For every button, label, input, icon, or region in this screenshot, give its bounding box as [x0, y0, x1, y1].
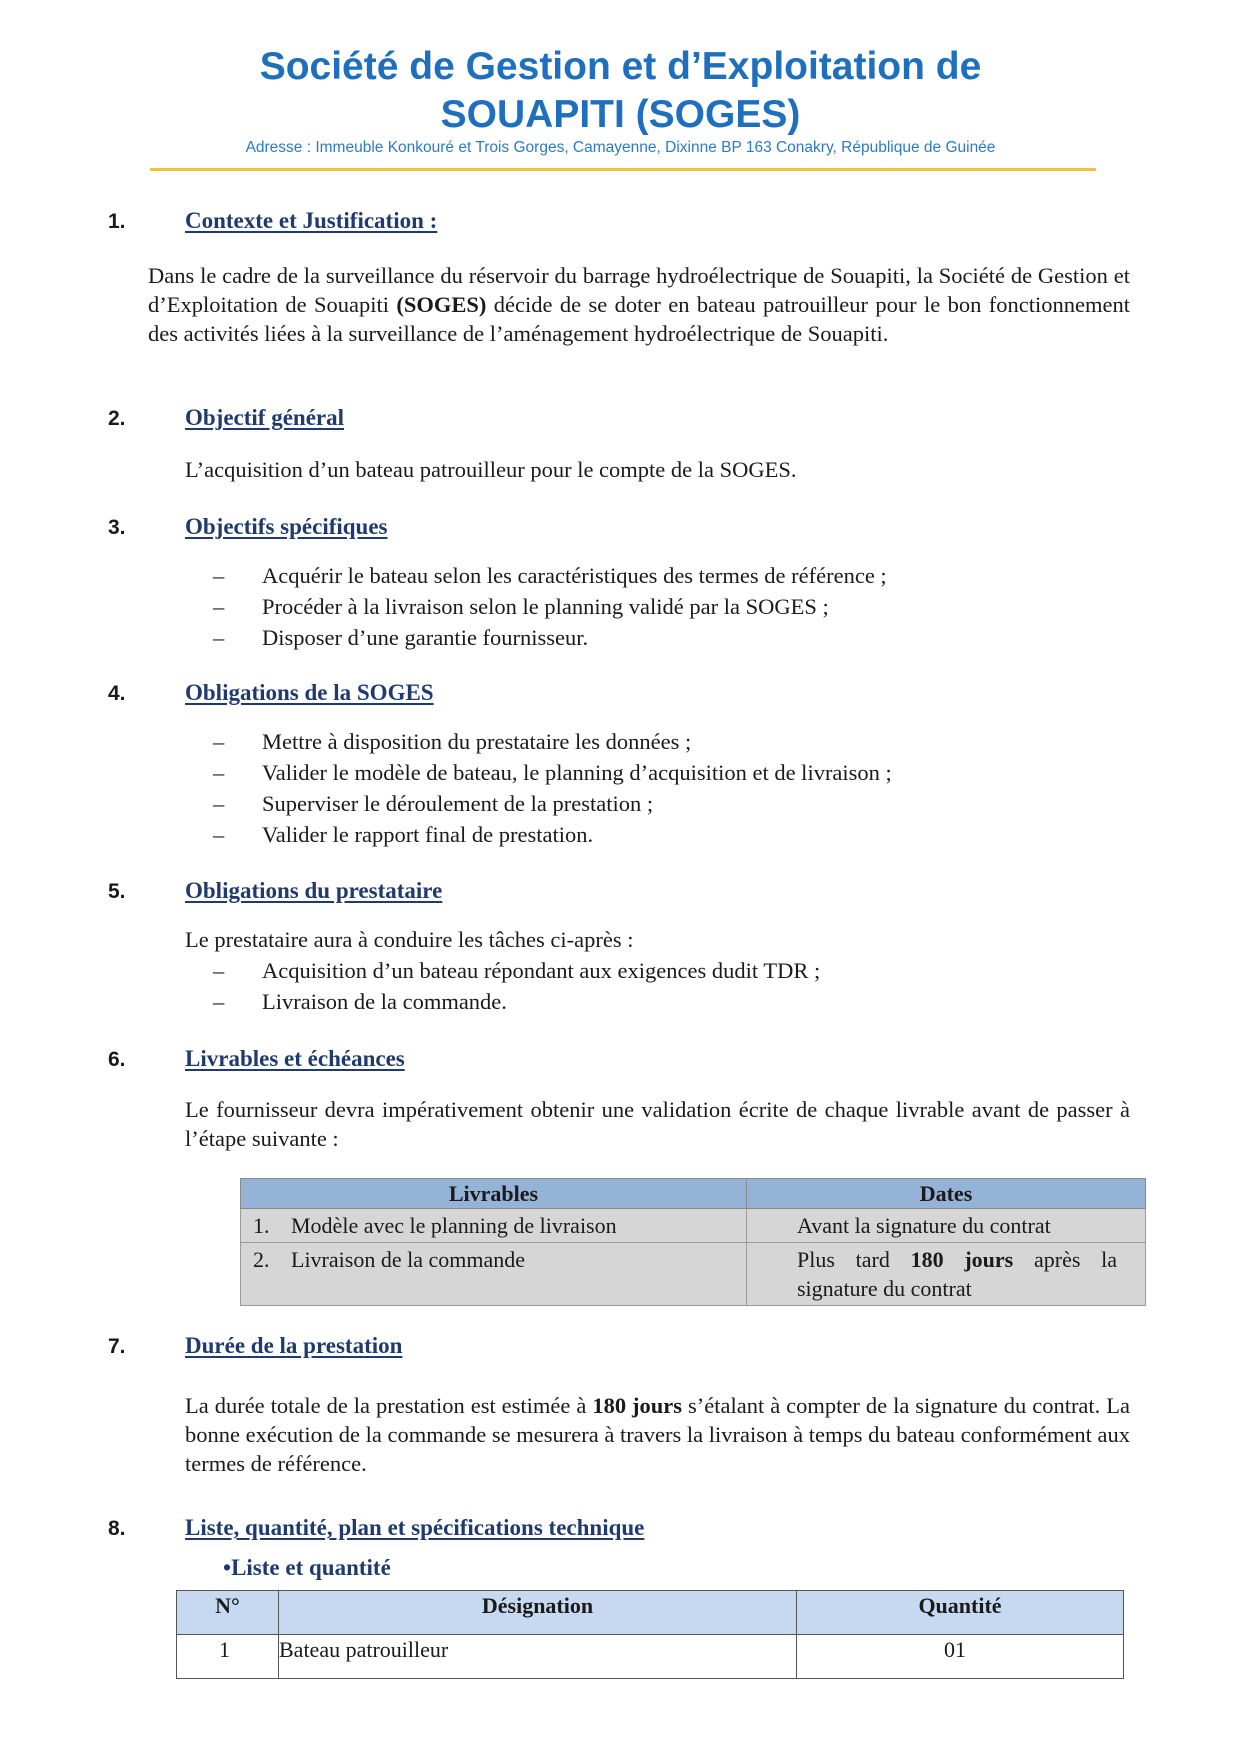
- section-1-number: 1.: [108, 210, 126, 233]
- section-3-list: [213, 560, 1125, 653]
- list-item: – Valider le modèle de bateau, le planning d’acquisition et de livraison ;: [213, 760, 892, 785]
- section-4-title: Obligations de la SOGES: [185, 680, 434, 705]
- quantity-cell: 01: [797, 1635, 1124, 1679]
- section-3-title: Objectifs spécifiques: [185, 514, 388, 539]
- section-6-number: 6.: [108, 1048, 126, 1071]
- section-5-intro: Le prestataire aura à conduire les tâches ci-après :: [185, 927, 634, 952]
- section-1-title: Contexte et Justification :: [185, 208, 438, 233]
- designation-cell: Bateau patrouilleur: [279, 1635, 797, 1679]
- deliverables-table: [240, 1178, 1146, 1306]
- section-2-number: 2.: [108, 407, 126, 430]
- section-7-text: La durée totale de la prestation est estimée à 180 jours s’étalant à compter de la signature du contrat. La bonne exécution de la commande se mesurera à travers la livraison à temps du bateau conformément aux termes de référence.: [185, 1393, 1131, 1476]
- date-cell: Plus tard 180 jours après la signature du contrat: [747, 1243, 1146, 1306]
- column-header-dates: Dates: [747, 1179, 1146, 1209]
- section-5-title: Obligations du prestataire: [185, 878, 443, 903]
- list-item: – Valider le rapport final de prestation.: [213, 822, 594, 847]
- org-title-line2: SOUAPITI (SOGES): [440, 93, 801, 136]
- date-cell: Avant la signature du contrat: [747, 1209, 1146, 1243]
- section-6-text: Le fournisseur devra impérativement obtenir une validation écrite de chaque livrable avant de passer à l’étape suivante :: [185, 1097, 1130, 1151]
- section-3-number: 3.: [108, 516, 126, 539]
- section-4-number: 4.: [108, 682, 126, 705]
- section-7-number: 7.: [108, 1335, 126, 1358]
- deliverable-cell: 2. Livraison de la commande: [241, 1243, 747, 1306]
- subsection-list-quantity: •Liste et quantité: [223, 1555, 391, 1580]
- section-2-title: Objectif général: [185, 405, 345, 430]
- list-item: – Mettre à disposition du prestataire les données ;: [213, 729, 692, 754]
- table-row: [241, 1243, 1146, 1306]
- org-title-line1: Société de Gestion et d’Exploitation de: [259, 45, 982, 88]
- table-header-row: [177, 1591, 1124, 1635]
- list-item: – Superviser le déroulement de la prestation ;: [213, 791, 654, 816]
- section-1-text: Dans le cadre de la surveillance du réservoir du barrage hydroélectrique de Souapiti, la Société de Gestion et d’Exploitation de Souapiti (SOGES) décide de se doter en bateau patrouilleur pour le bon fonctionnement des activités liées à la surveillance de l’aménagement hydroélectrique de Souapiti.: [148, 263, 1130, 346]
- section-7-title: Durée de la prestation: [185, 1333, 403, 1358]
- number-cell: 1: [177, 1635, 279, 1679]
- header-divider: [150, 168, 1096, 171]
- section-2-text: L’acquisition d’un bateau patrouilleur pour le compte de la SOGES.: [185, 457, 797, 482]
- table-header-row: [241, 1179, 1146, 1209]
- column-header-number: N°: [177, 1591, 279, 1635]
- deliverable-cell: 1. Modèle avec le planning de livraison: [241, 1209, 747, 1243]
- org-address: Adresse : Immeuble Konkouré et Trois Gorges, Camayenne, Dixinne BP 163 Conakry, République de Guinée: [245, 139, 996, 156]
- section-6-title: Livrables et échéances: [185, 1046, 405, 1071]
- column-header-designation: Désignation: [279, 1591, 797, 1635]
- section-5-list: [213, 955, 1125, 1017]
- section-8-title: Liste, quantité, plan et spécifications technique: [185, 1515, 645, 1540]
- column-header-livrables: Livrables: [241, 1179, 747, 1209]
- bullet-icon: •: [223, 1555, 232, 1580]
- section-4-list: [213, 726, 1125, 850]
- table-row: [241, 1209, 1146, 1243]
- table-row: [177, 1635, 1124, 1679]
- list-item: – Procéder à la livraison selon le planning validé par la SOGES ;: [213, 594, 829, 619]
- list-item: – Acquérir le bateau selon les caractéristiques des termes de référence ;: [213, 563, 887, 588]
- list-item: – Acquisition d’un bateau répondant aux exigences dudit TDR ;: [213, 958, 821, 983]
- column-header-quantity: Quantité: [797, 1591, 1124, 1635]
- quantity-table: [176, 1590, 1124, 1679]
- section-8-number: 8.: [108, 1517, 126, 1540]
- section-5-number: 5.: [108, 880, 126, 903]
- list-item: – Disposer d’une garantie fournisseur.: [213, 625, 589, 650]
- list-item: – Livraison de la commande.: [213, 989, 507, 1014]
